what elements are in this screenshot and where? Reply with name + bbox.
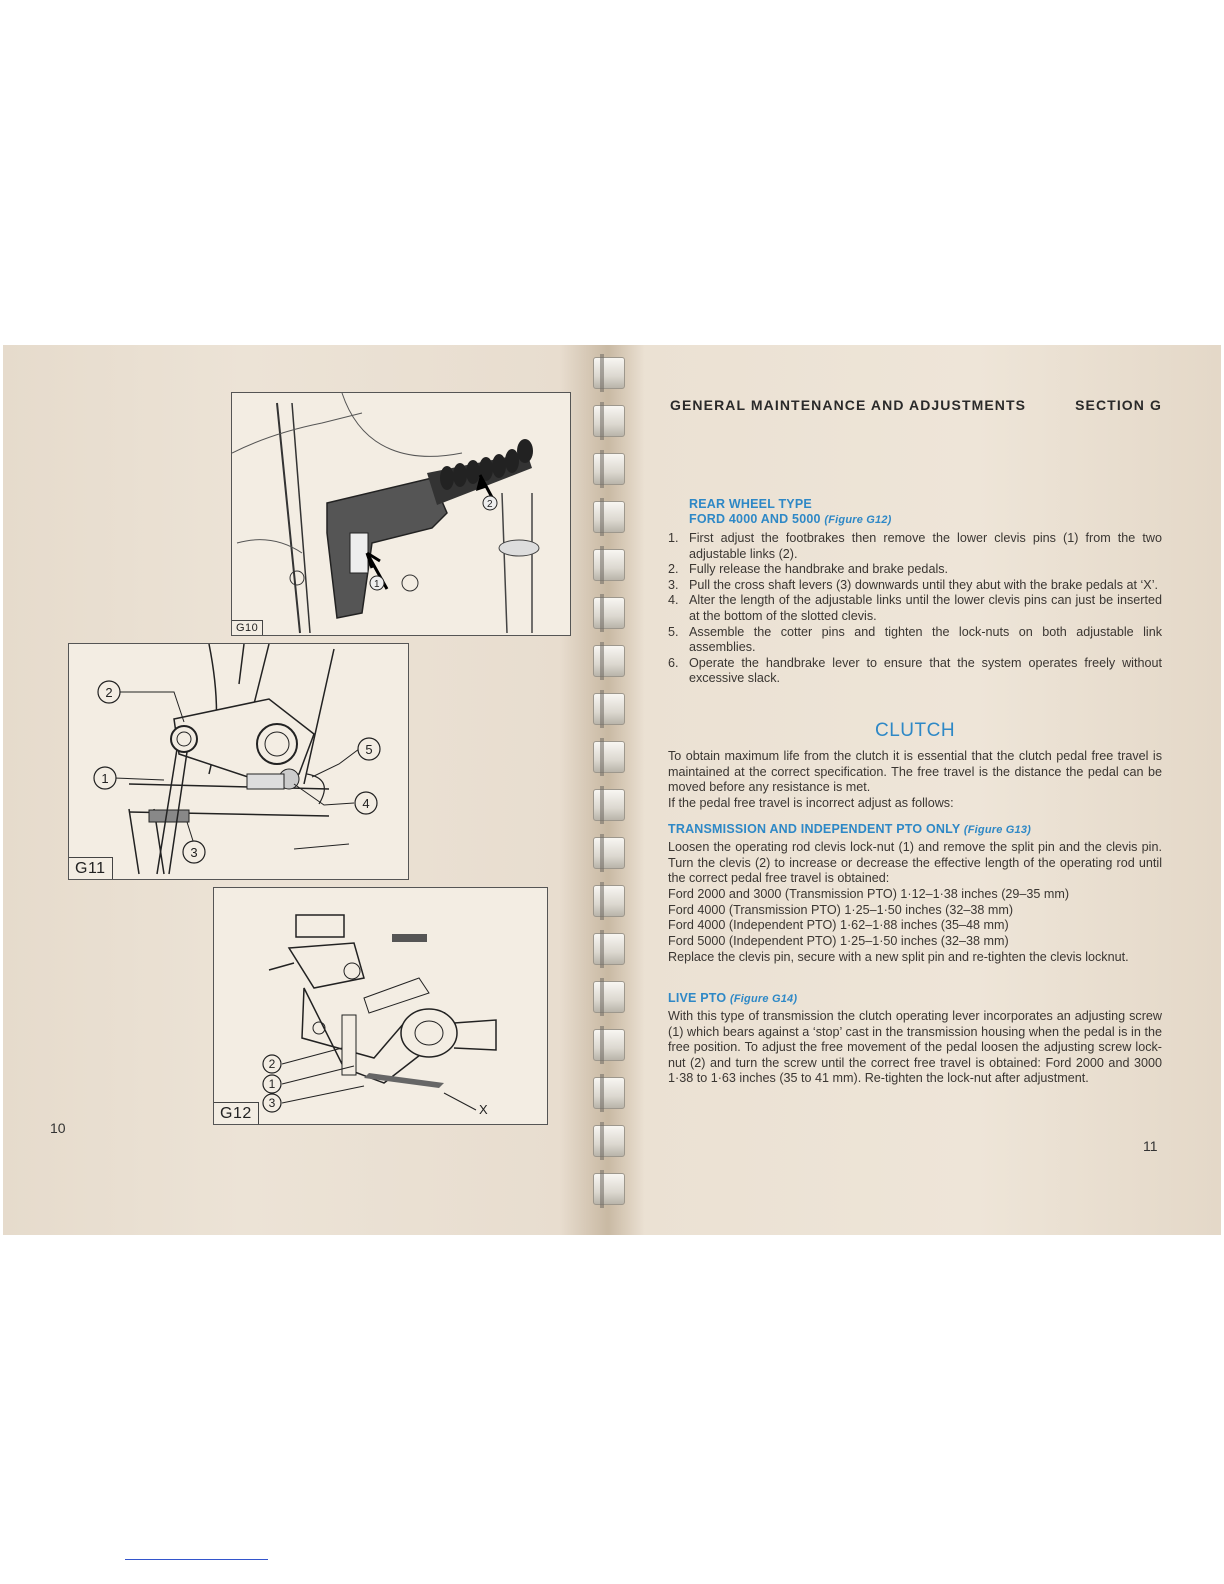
- g11-callout-4: 4: [362, 796, 370, 811]
- step-text: Pull the cross shaft levers (3) downwards until they abut with the brake pedals at ‘X’.: [689, 577, 1159, 592]
- transmission-figure-ref: (Figure G13): [963, 824, 1032, 836]
- page-number-left: 10: [50, 1120, 66, 1136]
- figure-g11: [68, 643, 409, 880]
- g12-callout-x: X: [479, 1102, 488, 1117]
- rear-wheel-figure-ref: (Figure G12): [824, 514, 892, 526]
- step-number: 3.: [668, 577, 679, 592]
- figure-label-g11: G11: [69, 857, 113, 879]
- step-item: [668, 625, 1162, 656]
- transmission-specs: [668, 887, 1162, 949]
- page-header: [670, 397, 1162, 413]
- live-pto-figure-ref: (Figure G14): [730, 993, 798, 1005]
- transmission-text: Loosen the operating rod clevis lock-nut (1) and remove the split pin and the clevis pin. Turn the clevis (2) to increase or decrease the effective length of the operating rod until the correct pedal free travel is obtained:: [668, 840, 1162, 886]
- clutch-intro-text-2: If the pedal free travel is incorrect adjust as follows:: [668, 795, 954, 810]
- step-text: Fully release the handbrake and brake pedals.: [689, 562, 949, 577]
- transmission-closing: Replace the clevis pin, secure with a new split pin and re-tighten the clevis locknut.: [668, 950, 1129, 964]
- g11-callout-2: 2: [105, 685, 113, 700]
- figure-label-g12: G12: [214, 1102, 259, 1124]
- g12-callout-3: 3: [268, 1096, 276, 1110]
- step-text: Assemble the cotter pins and tighten the lock-nuts on both adjustable link assemblies.: [689, 624, 1162, 655]
- rear-wheel-steps: [668, 531, 1162, 687]
- clutch-intro: [668, 749, 1162, 811]
- step-item: [668, 656, 1162, 687]
- figure-g12-drawing: [214, 888, 547, 1124]
- spiral-binding: [585, 345, 635, 1235]
- rear-wheel-heading: REAR WHEEL TYPE: [689, 497, 812, 511]
- step-number: 2.: [668, 562, 679, 577]
- clutch-title: CLUTCH: [875, 720, 956, 741]
- figure-g12: [213, 887, 548, 1125]
- transmission-heading: [668, 822, 1031, 836]
- g11-callout-1: 1: [101, 771, 109, 786]
- g11-callout-5: 5: [365, 742, 373, 757]
- step-item: [668, 562, 1162, 578]
- live-pto-text: With this type of transmission the clutch operating lever incorporates an adjusting screw (1) which bears against a ‘stop’ cast in the transmission housing when the pedal is in the free position. To adjust the free movement of the pedal loosen the adjusting screw lock-nut (2) and turn the screw until the correct free travel is obtained: Ford 2000 and 3000 1·38 to 1·63 inches (35 to 41 mm). Re-tighten the lock-nut after adjustment.: [668, 1009, 1162, 1086]
- g10-callout-2: 2: [487, 499, 493, 510]
- g11-callout-3: 3: [190, 845, 198, 860]
- transmission-heading-text: TRANSMISSION AND INDEPENDENT PTO ONLY: [668, 822, 961, 836]
- step-text: Alter the length of the adjustable links until the lower clevis pins can just be inserted at the bottom of the slotted clevis.: [689, 593, 1162, 623]
- clutch-intro-text: To obtain maximum life from the clutch it is essential that the clutch pedal free travel is maintained at the correct specification. The free travel is the distance the pedal can be moved before any resistance is met.: [668, 749, 1162, 795]
- step-number: 6.: [668, 655, 679, 670]
- header-section: SECTION G: [1075, 397, 1162, 413]
- step-item: [668, 578, 1162, 594]
- divider-line: [125, 1559, 268, 1560]
- live-pto-heading-text: LIVE PTO: [668, 991, 727, 1005]
- step-number: 1.: [668, 531, 679, 545]
- step-item: [668, 531, 1162, 562]
- spec-line: Ford 2000 and 3000 (Transmission PTO) 1·12–1·38 inches (29–35 mm): [668, 887, 1070, 901]
- spec-line: Ford 4000 (Transmission PTO) 1·25–1·50 inches (32–38 mm): [668, 902, 1014, 917]
- step-text: Operate the handbrake lever to ensure that the system operates freely without excessive slack.: [689, 655, 1162, 686]
- figure-g11-drawing: [69, 644, 408, 879]
- page-number-right: 11: [1143, 1138, 1158, 1154]
- live-pto-heading: [668, 991, 797, 1005]
- header-title: GENERAL MAINTENANCE AND ADJUSTMENTS: [670, 397, 1027, 413]
- spec-line: Ford 4000 (Independent PTO) 1·62–1·88 inches (35–48 mm): [668, 918, 1009, 933]
- figure-label-g10: G10: [232, 620, 263, 635]
- spec-line: Ford 5000 (Independent PTO) 1·25–1·50 inches (32–38 mm): [668, 933, 1009, 948]
- rear-wheel-models: FORD 4000 AND 5000: [689, 512, 821, 526]
- step-text: First adjust the footbrakes then remove the lower clevis pins (1) from the two adjustable links (2).: [689, 531, 1162, 561]
- g12-callout-1: 1: [268, 1077, 276, 1091]
- step-item: [668, 593, 1162, 624]
- figure-g10: [231, 392, 571, 636]
- g10-callout-1: 1: [374, 579, 380, 590]
- g12-callout-2: 2: [268, 1057, 276, 1071]
- step-number: 4.: [668, 593, 679, 608]
- figure-g10-drawing: [232, 393, 570, 635]
- rear-wheel-subheading: [689, 512, 892, 526]
- step-number: 5.: [668, 624, 679, 639]
